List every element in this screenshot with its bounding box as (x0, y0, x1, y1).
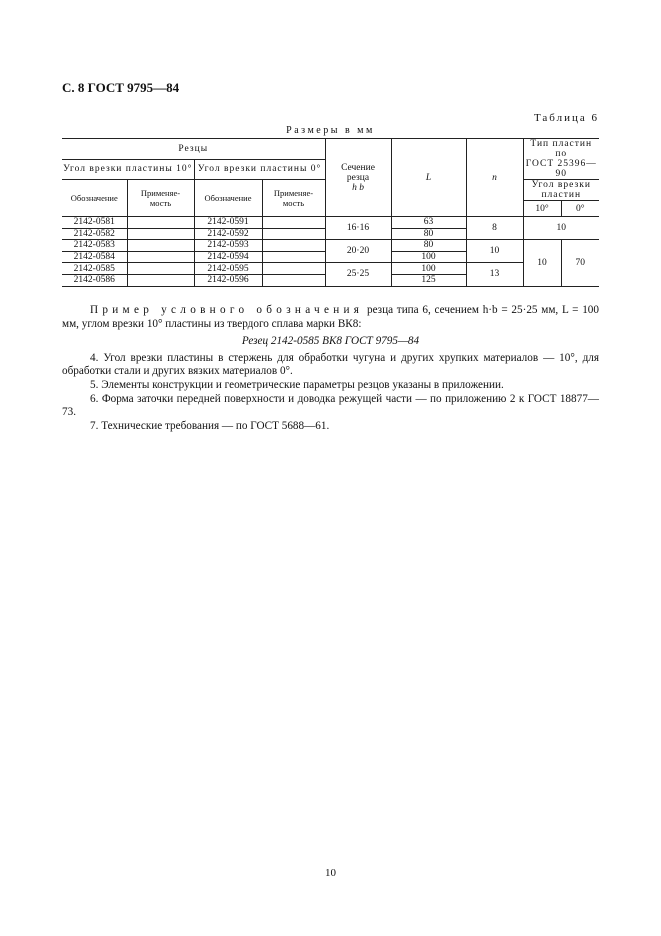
cell-designation-10: 2142-0581 (62, 217, 127, 229)
cell-application-0 (262, 228, 325, 240)
header-plate-type-line1: Тип пластин по (530, 139, 593, 159)
header-application-10-line1: Применяе- (140, 188, 181, 198)
cell-L: 100 (391, 251, 466, 263)
cell-application-10 (127, 263, 194, 275)
page-header: С. 8 ГОСТ 9795—84 (62, 80, 180, 95)
header-angle-10: Угол врезки пластины 10° (62, 159, 194, 180)
cell-application-10 (127, 251, 194, 263)
header-application-0-line2: мость (282, 198, 305, 208)
example-paragraph (62, 304, 599, 331)
cell-section: 20·20 (325, 240, 391, 263)
cell-application-10 (127, 217, 194, 229)
cell-section: 16·16 (325, 217, 391, 240)
cell-application-0 (262, 251, 325, 263)
header-plate-angle-line1: Угол врезки (531, 180, 591, 190)
header-application-0 (262, 180, 325, 217)
cell-L: 80 (391, 228, 466, 240)
cell-designation-10: 2142-0582 (62, 228, 127, 240)
header-L (391, 139, 466, 217)
item-5: 5. Элементы конструкции и геометрические параметры резцов указаны в приложении. (90, 378, 504, 391)
example-lead: Пример условного обозначения (90, 304, 364, 316)
cell-application-0 (262, 274, 325, 286)
cell-application-0 (262, 240, 325, 252)
cell-section: 25·25 (325, 263, 391, 286)
cell-L: 63 (391, 217, 466, 229)
header-application-0-line1: Применяе- (273, 188, 314, 198)
header-section-line1: Сечение (341, 162, 375, 173)
body-text (62, 304, 599, 433)
table-caption: Таблица 6 (533, 112, 599, 124)
cell-designation-0: 2142-0592 (194, 228, 262, 240)
cell-n: 10 (466, 240, 523, 263)
example-tail: резца типа 6, сечением h·b = 25·25 мм, L = 100 мм, углом врезки 10° пластины из твердого сплава марки ВК8: (62, 304, 599, 330)
header-plate-angle-line2: пластин (541, 190, 582, 200)
cell-application-0 (262, 263, 325, 275)
cell-application-10 (127, 228, 194, 240)
header-n-label: n (492, 172, 497, 183)
cell-designation-0: 2142-0593 (194, 240, 262, 252)
cell-designation-0: 2142-0594 (194, 251, 262, 263)
page-number: 10 (325, 867, 336, 879)
cell-application-10 (127, 274, 194, 286)
cell-plate-10: 10 (523, 240, 561, 286)
cell-n: 8 (466, 217, 523, 240)
header-plate-angle (523, 180, 599, 201)
header-plate-0: 0° (561, 201, 599, 217)
header-application-10 (127, 180, 194, 217)
header-section (325, 139, 391, 217)
example-designation: Резец 2142-0585 ВК8 ГОСТ 9795—84 (241, 335, 420, 348)
header-designation-0: Обозначение (194, 180, 262, 217)
cell-designation-10: 2142-0583 (62, 240, 127, 252)
dimensions-table (62, 138, 599, 287)
cell-designation-0: 2142-0595 (194, 263, 262, 275)
header-n (466, 139, 523, 217)
cell-n: 13 (466, 263, 523, 286)
item-7: 7. Технические требования — по ГОСТ 5688—61. (90, 419, 330, 432)
cell-application-10 (127, 240, 194, 252)
cell-application-0 (262, 217, 325, 229)
header-designation-10: Обозначение (62, 180, 127, 217)
header-section-line2: резца (346, 172, 370, 183)
header-plate-10: 10° (523, 201, 561, 217)
cell-L: 80 (391, 240, 466, 252)
item-4: 4. Угол врезки пластины в стержень для обработки чугуна и других хрупких материалов — 10°, для обработки стали и других вязких материалов 0°. (62, 351, 599, 378)
header-plate-type-line2: ГОСТ 25396—90 (525, 159, 597, 179)
header-section-line3: h b (352, 182, 364, 193)
header-plate-type (523, 139, 599, 180)
header-L-label: L (425, 172, 432, 183)
cell-plate-merged: 10 (523, 217, 599, 240)
dimensions-caption: Размеры в мм (286, 125, 375, 136)
header-application-10-line2: мость (149, 198, 172, 208)
item-6: 6. Форма заточки передней поверхности и доводка режущей части — по приложению 2 к ГОСТ 18877—73. (62, 392, 599, 419)
cell-designation-10: 2142-0584 (62, 251, 127, 263)
header-cutters: Резцы (62, 139, 325, 160)
cell-designation-0: 2142-0596 (194, 274, 262, 286)
cell-designation-10: 2142-0585 (62, 263, 127, 275)
cell-designation-0: 2142-0591 (194, 217, 262, 229)
cell-L: 100 (391, 263, 466, 275)
cell-plate-0: 70 (561, 240, 599, 286)
header-angle-0: Угол врезки пластины 0° (194, 159, 325, 180)
cell-L: 125 (391, 274, 466, 286)
cell-designation-10: 2142-0586 (62, 274, 127, 286)
